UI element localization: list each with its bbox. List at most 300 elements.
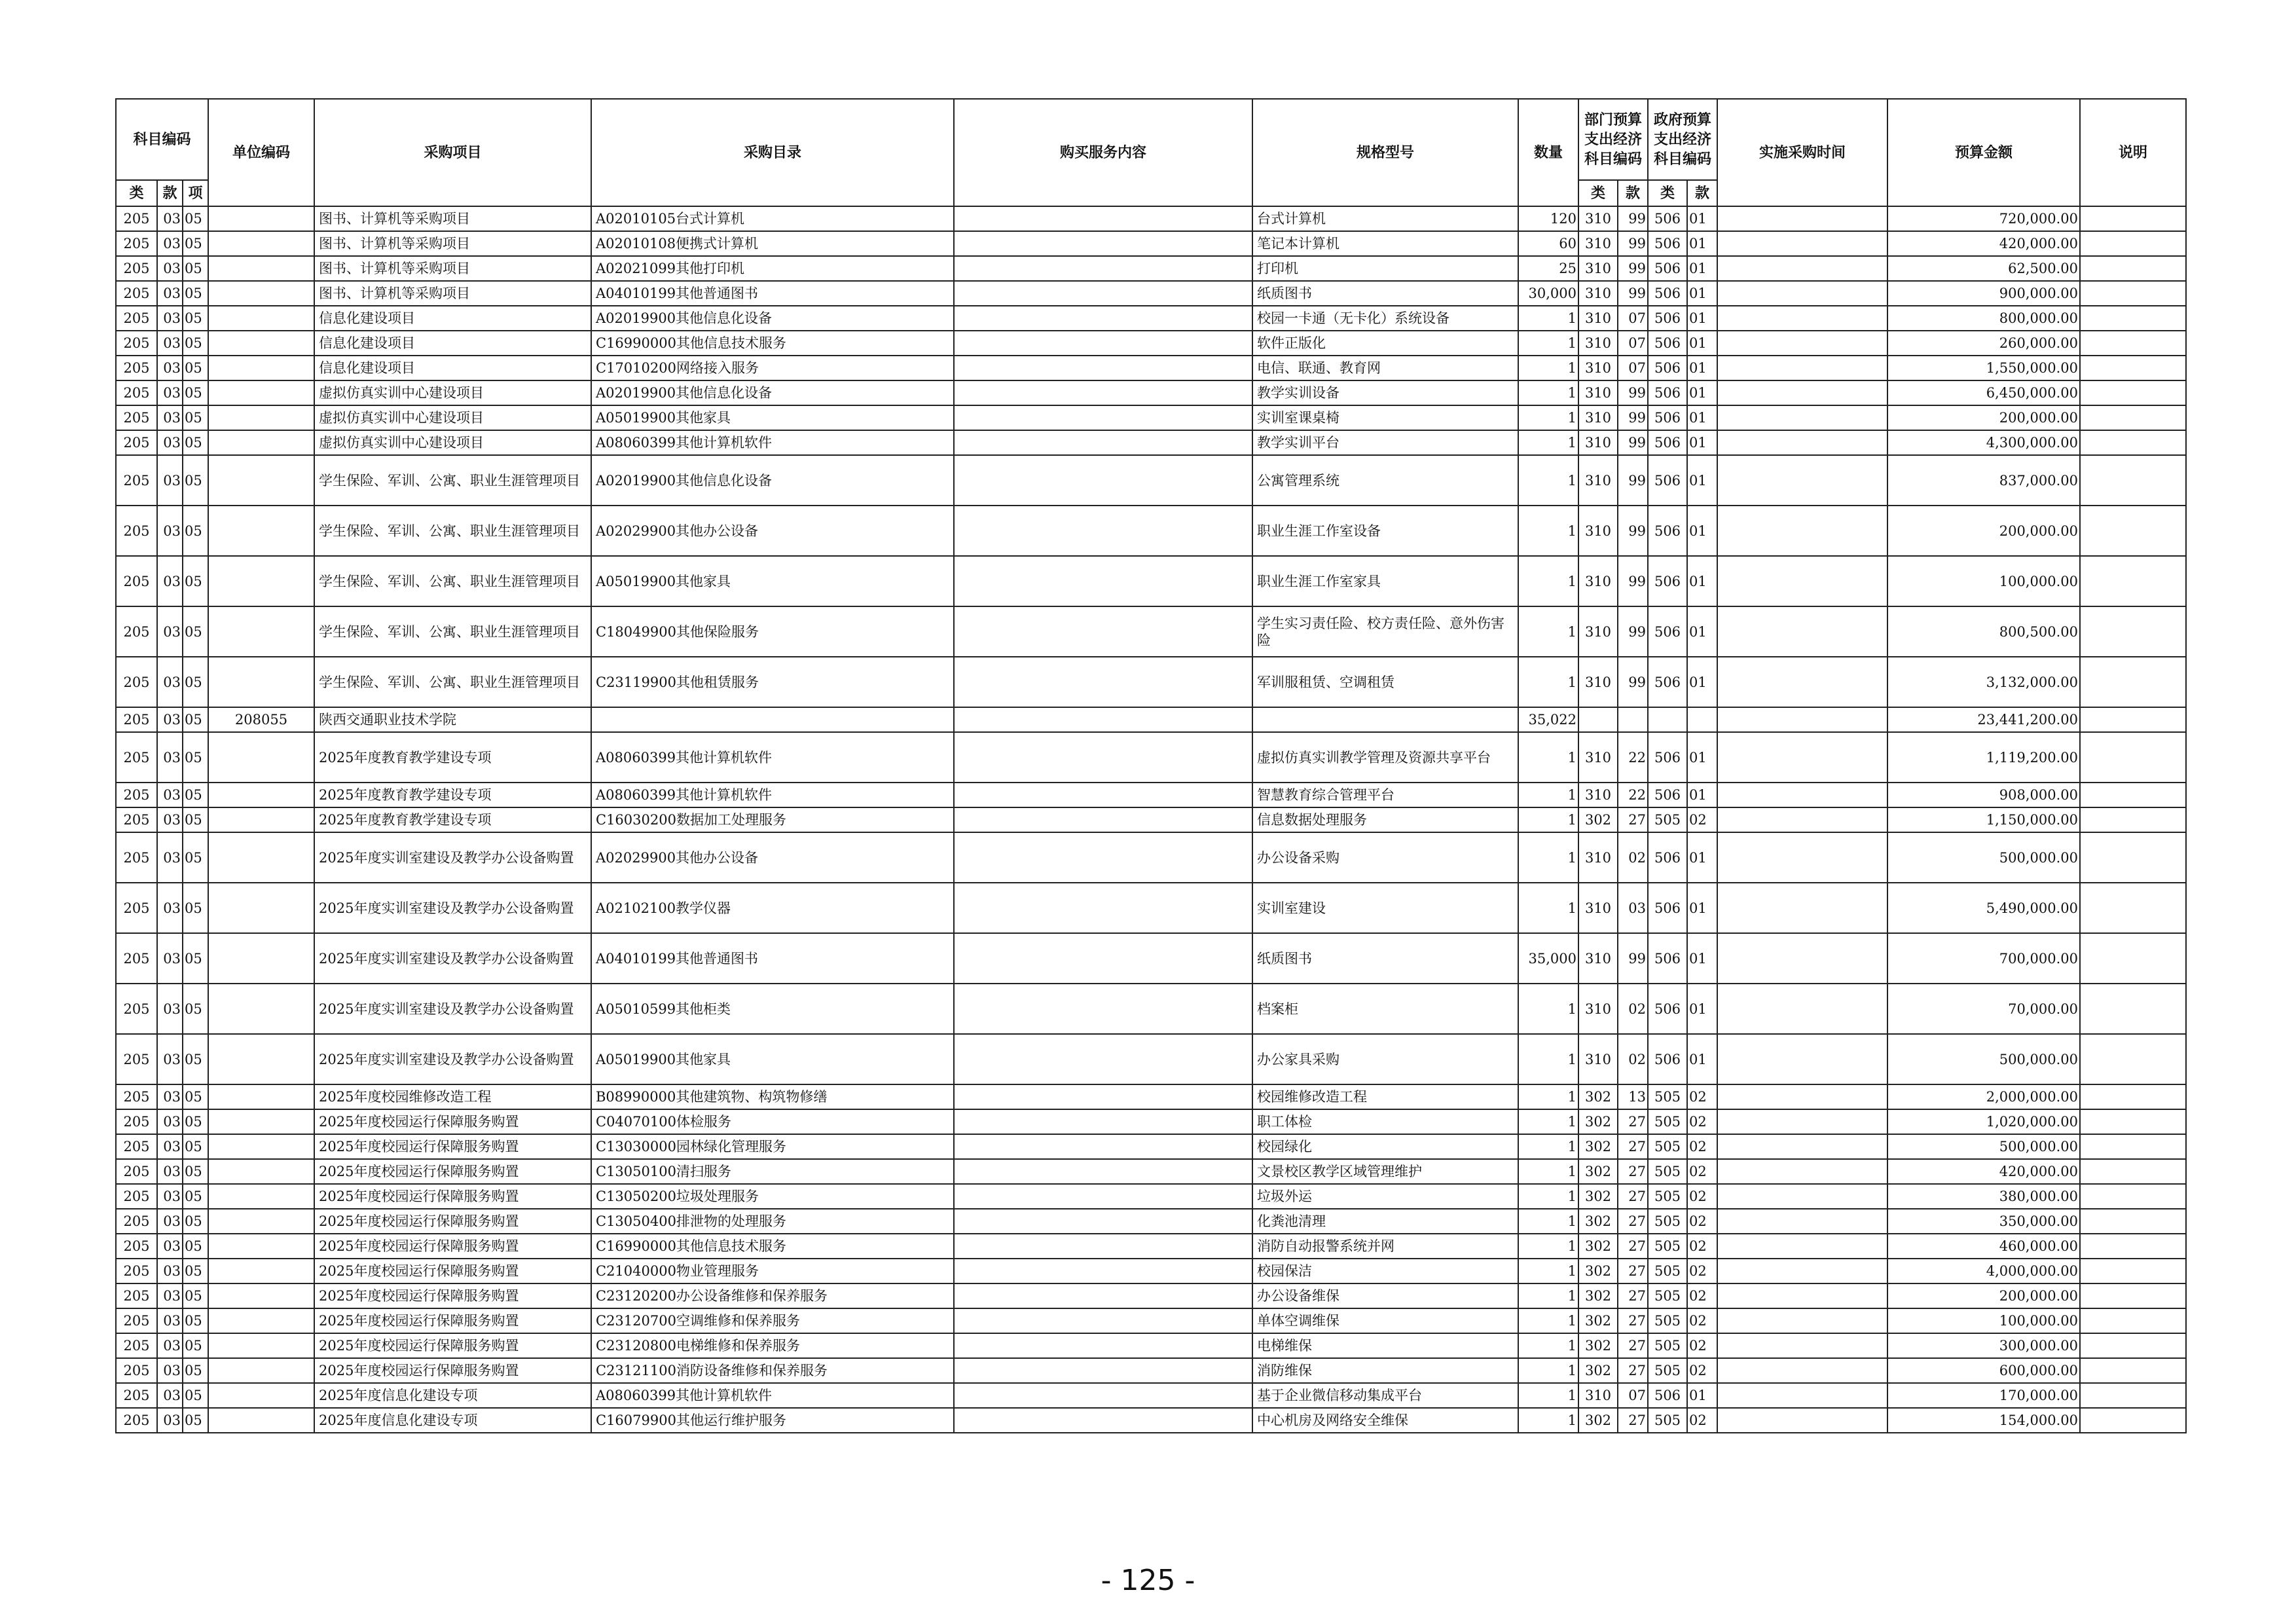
cell-service [954, 783, 1252, 807]
cell-gov-lei: 506 [1648, 405, 1687, 430]
cell-time [1717, 256, 1887, 281]
cell-lei: 205 [116, 657, 157, 707]
cell-lei: 205 [116, 506, 157, 556]
cell-service [954, 1283, 1252, 1308]
table-row [116, 256, 2186, 281]
cell-gov-kuan: 02 [1687, 1333, 1717, 1358]
cell-gov-lei: 506 [1648, 732, 1687, 783]
cell-xiang: 05 [183, 556, 208, 606]
cell-lei: 205 [116, 1383, 157, 1408]
cell-gov-kuan: 01 [1687, 281, 1717, 306]
header-subject-code: 科目编码 [116, 99, 208, 180]
cell-dept-kuan: 02 [1618, 984, 1648, 1034]
cell-catalog: C23120200办公设备维修和保养服务 [591, 1283, 954, 1308]
cell-spec: 电梯维保 [1252, 1333, 1518, 1358]
cell-service [954, 1209, 1252, 1234]
cell-dept-kuan: 27 [1618, 1209, 1648, 1234]
table-row [116, 707, 2186, 732]
header-service: 购买服务内容 [954, 99, 1252, 206]
cell-project: 图书、计算机等采购项目 [314, 256, 591, 281]
cell-amount: 800,500.00 [1887, 606, 2080, 657]
cell-unit-code: 208055 [208, 707, 314, 732]
cell-qty: 120 [1518, 206, 1578, 231]
cell-time [1717, 1034, 1887, 1084]
cell-unit-code [208, 1034, 314, 1084]
cell-lei: 205 [116, 1358, 157, 1383]
cell-kuan: 03 [157, 707, 183, 732]
table-row [116, 1408, 2186, 1433]
cell-unit-code [208, 1234, 314, 1259]
cell-xiang: 05 [183, 380, 208, 405]
cell-note [2080, 657, 2186, 707]
cell-catalog: A08060399其他计算机软件 [591, 430, 954, 455]
cell-service [954, 455, 1252, 506]
table-row [116, 732, 2186, 783]
cell-amount: 62,500.00 [1887, 256, 2080, 281]
procurement-table [115, 98, 2187, 1433]
cell-qty: 1 [1518, 657, 1578, 707]
cell-qty: 60 [1518, 231, 1578, 256]
cell-amount: 700,000.00 [1887, 933, 2080, 984]
cell-time [1717, 281, 1887, 306]
cell-lei: 205 [116, 1234, 157, 1259]
cell-xiang: 05 [183, 356, 208, 380]
cell-lei: 205 [116, 732, 157, 783]
cell-kuan: 03 [157, 1109, 183, 1134]
cell-project: 2025年度校园运行保障服务购置 [314, 1184, 591, 1209]
cell-amount: 837,000.00 [1887, 455, 2080, 506]
cell-time [1717, 1184, 1887, 1209]
cell-spec: 职业生涯工作室设备 [1252, 506, 1518, 556]
cell-note [2080, 606, 2186, 657]
cell-gov-lei: 505 [1648, 1209, 1687, 1234]
cell-amount: 1,150,000.00 [1887, 807, 2080, 832]
cell-gov-kuan: 02 [1687, 1209, 1717, 1234]
cell-catalog: C13050400排泄物的处理服务 [591, 1209, 954, 1234]
cell-dept-kuan: 13 [1618, 1084, 1648, 1109]
cell-note [2080, 356, 2186, 380]
cell-note [2080, 1358, 2186, 1383]
cell-amount: 200,000.00 [1887, 405, 2080, 430]
cell-lei: 205 [116, 1209, 157, 1234]
cell-amount: 6,450,000.00 [1887, 380, 2080, 405]
cell-xiang: 05 [183, 1134, 208, 1159]
cell-dept-kuan: 27 [1618, 1234, 1648, 1259]
cell-project: 虚拟仿真实训中心建设项目 [314, 405, 591, 430]
cell-time [1717, 1283, 1887, 1308]
cell-qty: 1 [1518, 1034, 1578, 1084]
cell-spec: 职工体检 [1252, 1109, 1518, 1134]
cell-note [2080, 231, 2186, 256]
header-gov-code: 政府预算支出经济科目编码 [1648, 99, 1717, 180]
cell-note [2080, 256, 2186, 281]
cell-note [2080, 783, 2186, 807]
cell-qty: 1 [1518, 832, 1578, 883]
cell-dept-kuan: 27 [1618, 1134, 1648, 1159]
cell-catalog: C16079900其他运行维护服务 [591, 1408, 954, 1433]
table-row [116, 883, 2186, 933]
cell-qty: 1 [1518, 1383, 1578, 1408]
cell-xiang: 05 [183, 1408, 208, 1433]
cell-amount: 1,020,000.00 [1887, 1109, 2080, 1134]
cell-qty: 1 [1518, 430, 1578, 455]
cell-spec: 单体空调维保 [1252, 1308, 1518, 1333]
cell-note [2080, 1308, 2186, 1333]
table-row [116, 455, 2186, 506]
table-row [116, 506, 2186, 556]
table-row [116, 1134, 2186, 1159]
cell-time [1717, 1308, 1887, 1333]
cell-qty: 1 [1518, 331, 1578, 356]
cell-time [1717, 455, 1887, 506]
cell-dept-kuan: 99 [1618, 206, 1648, 231]
cell-lei: 205 [116, 606, 157, 657]
cell-spec: 信息数据处理服务 [1252, 807, 1518, 832]
cell-project: 2025年度信息化建设专项 [314, 1408, 591, 1433]
cell-xiang: 05 [183, 1209, 208, 1234]
cell-gov-kuan: 02 [1687, 1134, 1717, 1159]
cell-gov-lei: 506 [1648, 606, 1687, 657]
table-row [116, 206, 2186, 231]
cell-time [1717, 883, 1887, 933]
cell-dept-lei: 310 [1578, 657, 1618, 707]
cell-amount: 800,000.00 [1887, 306, 2080, 331]
table-row [116, 1358, 2186, 1383]
header-amount: 预算金额 [1887, 99, 2080, 206]
cell-dept-lei [1578, 707, 1618, 732]
cell-note [2080, 1383, 2186, 1408]
cell-catalog [591, 707, 954, 732]
cell-catalog: B08990000其他建筑物、构筑物修缮 [591, 1084, 954, 1109]
cell-qty: 1 [1518, 306, 1578, 331]
cell-project: 2025年度校园运行保障服务购置 [314, 1134, 591, 1159]
cell-dept-lei: 310 [1578, 281, 1618, 306]
cell-spec: 笔记本计算机 [1252, 231, 1518, 256]
cell-xiang: 05 [183, 1259, 208, 1283]
cell-gov-lei: 506 [1648, 556, 1687, 606]
table-row [116, 1308, 2186, 1333]
cell-catalog: C23120700空调维修和保养服务 [591, 1308, 954, 1333]
cell-kuan: 03 [157, 657, 183, 707]
cell-unit-code [208, 1358, 314, 1383]
cell-spec: 学生实习责任险、校方责任险、意外伤害险 [1252, 606, 1518, 657]
cell-kuan: 03 [157, 206, 183, 231]
cell-gov-lei: 506 [1648, 356, 1687, 380]
cell-dept-lei: 310 [1578, 556, 1618, 606]
cell-spec [1252, 707, 1518, 732]
cell-kuan: 03 [157, 1159, 183, 1184]
cell-amount: 1,550,000.00 [1887, 356, 2080, 380]
cell-qty: 1 [1518, 1234, 1578, 1259]
cell-catalog: C23120800电梯维修和保养服务 [591, 1333, 954, 1358]
cell-unit-code [208, 1408, 314, 1433]
cell-unit-code [208, 206, 314, 231]
cell-amount: 380,000.00 [1887, 1184, 2080, 1209]
cell-project: 学生保险、军训、公寓、职业生涯管理项目 [314, 606, 591, 657]
cell-unit-code [208, 356, 314, 380]
cell-unit-code [208, 883, 314, 933]
cell-lei: 205 [116, 707, 157, 732]
cell-note [2080, 732, 2186, 783]
cell-time [1717, 405, 1887, 430]
cell-service [954, 1358, 1252, 1383]
cell-catalog: C23121100消防设备维修和保养服务 [591, 1358, 954, 1383]
cell-service [954, 1234, 1252, 1259]
cell-amount: 5,490,000.00 [1887, 883, 2080, 933]
cell-xiang: 05 [183, 331, 208, 356]
cell-unit-code [208, 732, 314, 783]
cell-dept-lei: 302 [1578, 1184, 1618, 1209]
header-qty: 数量 [1518, 99, 1578, 206]
cell-service [954, 281, 1252, 306]
cell-service [954, 832, 1252, 883]
cell-lei: 205 [116, 1333, 157, 1358]
cell-qty: 1 [1518, 1358, 1578, 1383]
cell-gov-kuan: 01 [1687, 556, 1717, 606]
cell-unit-code [208, 1084, 314, 1109]
cell-dept-kuan: 99 [1618, 430, 1648, 455]
cell-gov-kuan: 02 [1687, 1234, 1717, 1259]
cell-unit-code [208, 783, 314, 807]
cell-gov-lei: 505 [1648, 1308, 1687, 1333]
cell-catalog: A04010199其他普通图书 [591, 933, 954, 984]
cell-kuan: 03 [157, 1134, 183, 1159]
cell-time [1717, 1333, 1887, 1358]
table-row [116, 783, 2186, 807]
cell-gov-lei: 506 [1648, 657, 1687, 707]
cell-note [2080, 984, 2186, 1034]
cell-time [1717, 1234, 1887, 1259]
cell-lei: 205 [116, 331, 157, 356]
cell-amount: 500,000.00 [1887, 832, 2080, 883]
cell-service [954, 657, 1252, 707]
cell-spec: 军训服租赁、空调租赁 [1252, 657, 1518, 707]
cell-xiang: 05 [183, 1308, 208, 1333]
cell-dept-lei: 310 [1578, 1034, 1618, 1084]
cell-spec: 纸质图书 [1252, 281, 1518, 306]
cell-service [954, 405, 1252, 430]
cell-gov-kuan: 01 [1687, 783, 1717, 807]
cell-xiang: 05 [183, 405, 208, 430]
cell-gov-lei: 506 [1648, 984, 1687, 1034]
cell-lei: 205 [116, 231, 157, 256]
cell-note [2080, 1109, 2186, 1134]
header-spec: 规格型号 [1252, 99, 1518, 206]
cell-dept-lei: 302 [1578, 1358, 1618, 1383]
cell-dept-kuan: 22 [1618, 783, 1648, 807]
cell-gov-lei: 506 [1648, 933, 1687, 984]
cell-qty: 35,000 [1518, 933, 1578, 984]
cell-time [1717, 1383, 1887, 1408]
cell-qty: 1 [1518, 1134, 1578, 1159]
cell-note [2080, 281, 2186, 306]
cell-unit-code [208, 1283, 314, 1308]
cell-project: 学生保险、军训、公寓、职业生涯管理项目 [314, 556, 591, 606]
cell-time [1717, 206, 1887, 231]
cell-xiang: 05 [183, 933, 208, 984]
cell-gov-kuan: 01 [1687, 732, 1717, 783]
cell-service [954, 1109, 1252, 1134]
cell-catalog: C04070100体检服务 [591, 1109, 954, 1134]
cell-lei: 205 [116, 405, 157, 430]
table-row [116, 1184, 2186, 1209]
table-row [116, 356, 2186, 380]
cell-catalog: C23119900其他租赁服务 [591, 657, 954, 707]
cell-catalog: C18049900其他保险服务 [591, 606, 954, 657]
cell-qty: 1 [1518, 732, 1578, 783]
cell-service [954, 732, 1252, 783]
table-row [116, 1109, 2186, 1134]
cell-note [2080, 1184, 2186, 1209]
cell-time [1717, 1134, 1887, 1159]
cell-qty: 1 [1518, 883, 1578, 933]
cell-xiang: 05 [183, 657, 208, 707]
cell-amount: 600,000.00 [1887, 1358, 2080, 1383]
cell-dept-kuan: 99 [1618, 231, 1648, 256]
cell-qty: 1 [1518, 1184, 1578, 1209]
cell-lei: 205 [116, 1184, 157, 1209]
cell-qty: 1 [1518, 1259, 1578, 1283]
table-row [116, 405, 2186, 430]
cell-qty: 1 [1518, 1408, 1578, 1433]
cell-unit-code [208, 405, 314, 430]
cell-dept-lei: 310 [1578, 231, 1618, 256]
cell-amount: 4,300,000.00 [1887, 430, 2080, 455]
cell-unit-code [208, 657, 314, 707]
cell-amount: 1,119,200.00 [1887, 732, 2080, 783]
cell-note [2080, 430, 2186, 455]
cell-dept-lei: 310 [1578, 306, 1618, 331]
cell-amount: 350,000.00 [1887, 1209, 2080, 1234]
cell-service [954, 1259, 1252, 1283]
cell-spec: 打印机 [1252, 256, 1518, 281]
cell-service [954, 1408, 1252, 1433]
cell-unit-code [208, 832, 314, 883]
cell-lei: 205 [116, 1134, 157, 1159]
cell-gov-kuan: 01 [1687, 405, 1717, 430]
header-xiang: 项 [183, 180, 208, 206]
cell-kuan: 03 [157, 883, 183, 933]
cell-service [954, 1383, 1252, 1408]
cell-gov-lei: 506 [1648, 206, 1687, 231]
cell-kuan: 03 [157, 1408, 183, 1433]
cell-project: 2025年度校园运行保障服务购置 [314, 1159, 591, 1184]
cell-kuan: 03 [157, 256, 183, 281]
cell-kuan: 03 [157, 455, 183, 506]
cell-time [1717, 1159, 1887, 1184]
cell-catalog: A02010108便携式计算机 [591, 231, 954, 256]
cell-note [2080, 405, 2186, 430]
cell-project: 图书、计算机等采购项目 [314, 206, 591, 231]
cell-dept-lei: 310 [1578, 331, 1618, 356]
cell-gov-kuan: 02 [1687, 1184, 1717, 1209]
cell-qty: 1 [1518, 1084, 1578, 1109]
cell-kuan: 03 [157, 1259, 183, 1283]
cell-catalog: C13050100清扫服务 [591, 1159, 954, 1184]
cell-gov-kuan: 01 [1687, 331, 1717, 356]
cell-lei: 205 [116, 1034, 157, 1084]
cell-qty: 25 [1518, 256, 1578, 281]
cell-dept-lei: 302 [1578, 807, 1618, 832]
cell-time [1717, 1209, 1887, 1234]
cell-gov-lei: 505 [1648, 1408, 1687, 1433]
cell-time [1717, 1084, 1887, 1109]
cell-catalog: A05019900其他家具 [591, 1034, 954, 1084]
cell-spec: 职业生涯工作室家具 [1252, 556, 1518, 606]
cell-amount: 100,000.00 [1887, 1308, 2080, 1333]
cell-lei: 205 [116, 455, 157, 506]
cell-gov-kuan: 01 [1687, 984, 1717, 1034]
header-dept-kuan: 款 [1618, 180, 1648, 206]
cell-note [2080, 832, 2186, 883]
cell-spec: 中心机房及网络安全维保 [1252, 1408, 1518, 1433]
cell-time [1717, 356, 1887, 380]
cell-kuan: 03 [157, 331, 183, 356]
cell-amount: 900,000.00 [1887, 281, 2080, 306]
cell-dept-lei: 310 [1578, 933, 1618, 984]
cell-gov-lei: 506 [1648, 1034, 1687, 1084]
cell-qty: 1 [1518, 1308, 1578, 1333]
cell-catalog: C16990000其他信息技术服务 [591, 331, 954, 356]
cell-project: 虚拟仿真实训中心建设项目 [314, 380, 591, 405]
cell-time [1717, 1259, 1887, 1283]
cell-catalog: C16030200数据加工处理服务 [591, 807, 954, 832]
cell-spec: 软件正版化 [1252, 331, 1518, 356]
table-row [116, 807, 2186, 832]
cell-project: 学生保险、军训、公寓、职业生涯管理项目 [314, 455, 591, 506]
header-note: 说明 [2080, 99, 2186, 206]
cell-lei: 205 [116, 1084, 157, 1109]
cell-project: 信息化建设项目 [314, 331, 591, 356]
cell-qty: 1 [1518, 984, 1578, 1034]
cell-catalog: C17010200网络接入服务 [591, 356, 954, 380]
cell-spec: 文景校区教学区域管理维护 [1252, 1159, 1518, 1184]
cell-dept-kuan: 27 [1618, 1159, 1648, 1184]
cell-dept-kuan: 99 [1618, 256, 1648, 281]
cell-project: 2025年度校园运行保障服务购置 [314, 1209, 591, 1234]
cell-time [1717, 306, 1887, 331]
cell-spec: 办公设备维保 [1252, 1283, 1518, 1308]
cell-time [1717, 832, 1887, 883]
cell-gov-lei: 506 [1648, 506, 1687, 556]
cell-qty: 30,000 [1518, 281, 1578, 306]
cell-dept-kuan: 99 [1618, 380, 1648, 405]
cell-xiang: 05 [183, 231, 208, 256]
cell-dept-kuan: 27 [1618, 1283, 1648, 1308]
cell-gov-kuan: 01 [1687, 1034, 1717, 1084]
cell-spec: 档案柜 [1252, 984, 1518, 1034]
cell-gov-lei: 505 [1648, 1234, 1687, 1259]
cell-kuan: 03 [157, 356, 183, 380]
cell-dept-kuan: 07 [1618, 306, 1648, 331]
cell-spec: 校园绿化 [1252, 1134, 1518, 1159]
cell-kuan: 03 [157, 231, 183, 256]
cell-gov-lei: 506 [1648, 455, 1687, 506]
cell-spec: 实训室建设 [1252, 883, 1518, 933]
cell-note [2080, 933, 2186, 984]
cell-dept-lei: 302 [1578, 1159, 1618, 1184]
cell-gov-kuan: 01 [1687, 832, 1717, 883]
cell-spec: 教学实训平台 [1252, 430, 1518, 455]
cell-kuan: 03 [157, 380, 183, 405]
cell-kuan: 03 [157, 732, 183, 783]
cell-service [954, 506, 1252, 556]
cell-note [2080, 306, 2186, 331]
cell-catalog: A04010199其他普通图书 [591, 281, 954, 306]
cell-xiang: 05 [183, 455, 208, 506]
cell-xiang: 05 [183, 707, 208, 732]
cell-service [954, 707, 1252, 732]
